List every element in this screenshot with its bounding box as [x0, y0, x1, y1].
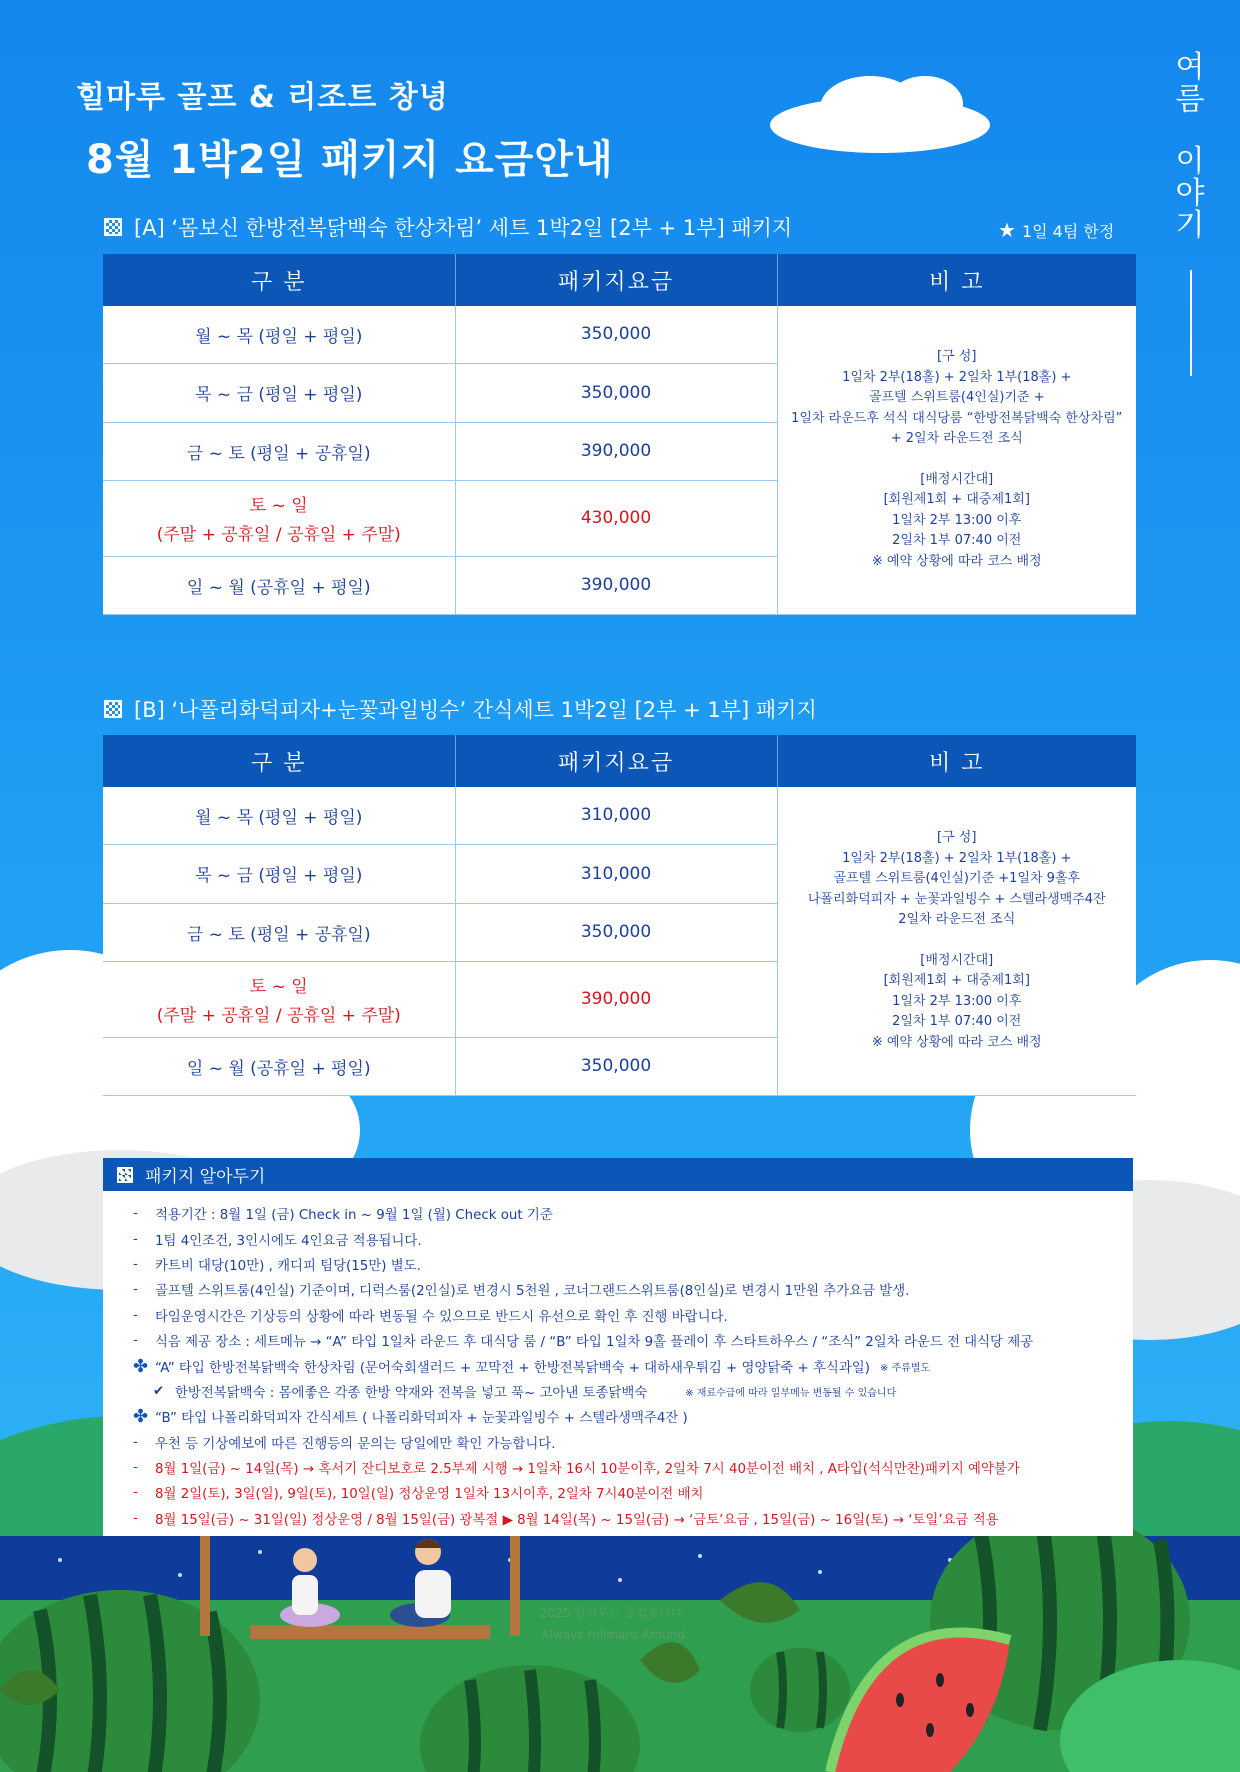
table-header-row — [103, 254, 1136, 306]
package-a-heading-text: [A] ‘몸보신 한방전복닭백숙 한상차림’ 세트 1박2일 [2부 + 1부] 패키지 — [134, 216, 793, 240]
note-line: [배정시간대] — [920, 471, 994, 487]
row-label-line1: 토 ~ 일 — [249, 496, 308, 516]
note-line: [배정시간대] — [920, 952, 994, 968]
table-row — [103, 306, 1136, 363]
bullet: - — [133, 1206, 138, 1222]
pattern-icon — [104, 700, 122, 718]
page-title: 8월 1박2일 패키지 요금안내 — [86, 137, 614, 183]
info-text: 적용기간 : 8월 1일 (금) Check in ~ 9월 1일 (월) Check out 기준 — [155, 1208, 553, 1224]
info-lines — [103, 1191, 1133, 1531]
table-row — [103, 787, 1136, 844]
bullet: - — [133, 1485, 138, 1501]
package-a-heading — [104, 212, 792, 242]
info-line — [133, 1252, 1133, 1277]
footer-line: Always Hillmaru Around — [541, 1628, 685, 1642]
package-b-note — [777, 787, 1136, 1095]
info-line — [133, 1201, 1133, 1226]
note-line: 1일차 라운드후 석식 대식당룸 “한방전복닭백숙 한상차림” — [791, 410, 1123, 426]
info-line — [133, 1353, 1133, 1378]
brand-name: 힐마루 골프 & 리조트 창녕 — [76, 80, 449, 115]
vertical-char: 름 — [1175, 82, 1205, 117]
row-label: 월 ~ 목 (평일 + 평일) — [103, 306, 455, 363]
info-text: “B” 타입 나폴리화덕피자 간식세트 ( 나폴리화덕피자 + 눈꽃과일빙수 + 스텔라생맥주4잔 ) — [155, 1411, 688, 1427]
info-text: 골프텔 스위트룸(4인실) 기준이며, 디럭스룸(2인실)로 변경시 5천원 , 코너그랜드스위트룸(8인실)로 변경시 1만원 추가요금 발생. — [155, 1284, 910, 1300]
info-line — [133, 1430, 1133, 1455]
footer-watermark — [540, 1602, 686, 1646]
daily-limit-text: 1일 4팀 한정 — [1021, 221, 1115, 241]
row-label — [103, 961, 455, 1037]
note-line: [구 성] — [937, 830, 977, 846]
info-title-bar — [103, 1158, 1133, 1191]
column-header-category: 구 분 — [103, 254, 455, 306]
table-header-row — [103, 735, 1136, 787]
row-label-line1: 토 ~ 일 — [249, 977, 308, 997]
info-line — [133, 1480, 1133, 1505]
package-b-heading-text: [B] ‘나폴리화덕피자+눈꽃과일빙수’ 간식세트 1박2일 [2부 + 1부] 패키지 — [134, 698, 817, 722]
vertical-char: 야 — [1175, 176, 1205, 211]
note-line: 골프텔 스위트룸(4인실)기준 + — [868, 390, 1045, 406]
info-text: “A” 타입 한방전복닭백숙 한상차림 (문어숙회샐러드 + 꼬막전 + 한방전복닭백숙 + 대하새우튀김 + 영양닭죽 + 후식과일) — [155, 1360, 870, 1376]
note-line: 1일차 2부 13:00 이후 — [892, 993, 1022, 1009]
package-info-box — [103, 1158, 1133, 1536]
info-text: 8월 2일(토), 3일(일), 9일(토), 10일(일) 정상운영 1일차 13시이후, 2일차 7시40분이전 배치 — [155, 1487, 704, 1503]
package-b-heading — [104, 694, 817, 724]
column-header-note: 비 고 — [777, 735, 1136, 787]
row-price: 350,000 — [455, 363, 777, 422]
info-text: 8월 15일(금) ~ 31일(일) 정상운영 / 8월 15일(금) 광복절 ▶ 8월 14일(목) ~ 15일(금) → ‘금토’요금 , 15일(금) ~ 16일(토) → ‘토일’요금 적용 — [155, 1512, 999, 1528]
note-line: 1일차 2부(18홀) + 2일차 1부(18홀) + — [842, 369, 1072, 385]
star-icon: ★ — [998, 218, 1016, 242]
info-line — [133, 1455, 1133, 1480]
package-a-table — [103, 254, 1136, 615]
note-line: [회원제1회 + 대중제1회] — [883, 492, 1030, 508]
note-line: 2일차 1부 07:40 이전 — [892, 1014, 1022, 1030]
note-line: ※ 예약 상황에 따라 코스 배정 — [871, 1034, 1042, 1050]
info-text: 한방전복닭백숙 : 몸에좋은 각종 한방 약재와 전복을 넣고 푹~ 고아낸 토종닭백숙 — [175, 1385, 648, 1401]
bullet: - — [133, 1256, 138, 1272]
row-label: 금 ~ 토 (평일 + 공휴일) — [103, 422, 455, 480]
note-line: 1일차 2부 13:00 이후 — [892, 512, 1022, 528]
vertical-divider — [1190, 270, 1192, 376]
row-price: 350,000 — [455, 903, 777, 961]
pattern-icon — [104, 218, 122, 236]
info-line — [133, 1226, 1133, 1251]
vertical-summer-text — [1170, 52, 1210, 242]
note-line: ※ 예약 상황에 따라 코스 배정 — [871, 553, 1042, 569]
row-price: 390,000 — [455, 961, 777, 1037]
clover-icon: ✤ — [133, 1355, 149, 1377]
info-line — [133, 1277, 1133, 1302]
column-header-note: 비 고 — [777, 254, 1136, 306]
watermelon-small — [750, 1648, 850, 1732]
package-a-note — [777, 306, 1136, 614]
vertical-char: 이 — [1175, 144, 1205, 179]
row-price: 390,000 — [455, 556, 777, 614]
note-line: 1일차 2부(18홀) + 2일차 1부(18홀) + — [842, 850, 1072, 866]
note-spacer — [779, 931, 1136, 951]
info-text: 우천 등 기상예보에 따른 진행등의 문의는 당일에만 확인 가능합니다. — [155, 1436, 556, 1452]
note-line: 2일차 1부 07:40 이전 — [892, 533, 1022, 549]
row-price: 350,000 — [455, 306, 777, 363]
note-line: 나폴리화덕피자 + 눈꽃과일빙수 + 스텔라생맥주4잔 — [807, 891, 1106, 907]
info-text: 타임운영시간은 기상등의 상황에 따라 변동될 수 있으므로 반드시 유선으로 확인 후 진행 바랍니다. — [155, 1309, 728, 1325]
bullet: - — [133, 1333, 138, 1349]
row-label-line2: (주말 + 공휴일 / 공휴일 + 주말) — [156, 1006, 401, 1026]
info-text: 식음 제공 장소 : 세트메뉴 → “A” 타입 1일차 라운드 후 대식당 룸 / “B” 타입 1일차 9홀 플레이 후 스타트하우스 / “조식” 2일차 라운드 전 대식당 제공 — [155, 1335, 1034, 1351]
info-title: 패키지 알아두기 — [145, 1167, 266, 1187]
info-line — [133, 1379, 1133, 1404]
row-label: 금 ~ 토 (평일 + 공휴일) — [103, 903, 455, 961]
note-spacer — [779, 450, 1136, 470]
footer-line: 2025 힐마루는 즐겁습니다. — [540, 1606, 687, 1620]
note-line: 2일차 라운드전 조식 — [898, 912, 1016, 928]
clover-icon: ✤ — [133, 1406, 149, 1428]
info-line — [133, 1328, 1133, 1353]
daily-limit-badge — [998, 218, 1114, 242]
row-price: 350,000 — [455, 1037, 777, 1095]
row-label-line2: (주말 + 공휴일 / 공휴일 + 주말) — [156, 525, 401, 545]
row-label: 목 ~ 금 (평일 + 평일) — [103, 363, 455, 422]
note-line: [구 성] — [937, 349, 977, 365]
bullet: - — [133, 1231, 138, 1247]
bullet: - — [133, 1510, 138, 1526]
package-b-table — [103, 735, 1136, 1096]
row-price: 310,000 — [455, 844, 777, 903]
row-label: 일 ~ 월 (공휴일 + 평일) — [103, 556, 455, 614]
row-price: 310,000 — [455, 787, 777, 844]
note-line: [회원제1회 + 대중제1회] — [883, 973, 1030, 989]
row-label: 목 ~ 금 (평일 + 평일) — [103, 844, 455, 903]
column-header-price: 패키지요금 — [455, 254, 777, 306]
row-price: 390,000 — [455, 422, 777, 480]
note-line: 골프텔 스위트룸(4인실)기준 +1일차 9홀후 — [833, 871, 1081, 887]
info-line — [133, 1506, 1133, 1531]
row-label — [103, 480, 455, 556]
check-icon: ✔ — [153, 1383, 165, 1399]
info-footnote: ※ 주류별도 — [879, 1362, 931, 1374]
info-line — [133, 1404, 1133, 1429]
note-line: + 2일차 라운드전 조식 — [890, 431, 1023, 447]
column-header-price: 패키지요금 — [455, 735, 777, 787]
row-label: 일 ~ 월 (공휴일 + 평일) — [103, 1037, 455, 1095]
pattern-icon — [117, 1167, 133, 1183]
info-line — [133, 1303, 1133, 1328]
info-footnote: ※ 재료수급에 따라 일부메뉴 변동될 수 있습니다 — [685, 1387, 897, 1399]
info-text: 8월 1일(금) ~ 14일(목) → 혹서기 잔디보호로 2.5부제 시행 → 1일차 16시 10분이후, 2일차 7시 40분이전 배치 , A타입(석식만찬)패키지 예약불가 — [155, 1462, 1020, 1478]
column-header-category: 구 분 — [103, 735, 455, 787]
row-label: 월 ~ 목 (평일 + 평일) — [103, 787, 455, 844]
vertical-char: 기 — [1175, 208, 1205, 243]
info-text: 카트비 대당(10만) , 캐디피 팀당(15만) 별도. — [155, 1258, 421, 1274]
bullet: - — [133, 1434, 138, 1450]
bullet: - — [133, 1460, 138, 1476]
info-text: 1팀 4인조건, 3인시에도 4인요금 적용됩니다. — [155, 1233, 422, 1249]
bullet: - — [133, 1282, 138, 1298]
vertical-char: 여 — [1175, 50, 1205, 85]
row-price: 430,000 — [455, 480, 777, 556]
bullet: - — [133, 1307, 138, 1323]
